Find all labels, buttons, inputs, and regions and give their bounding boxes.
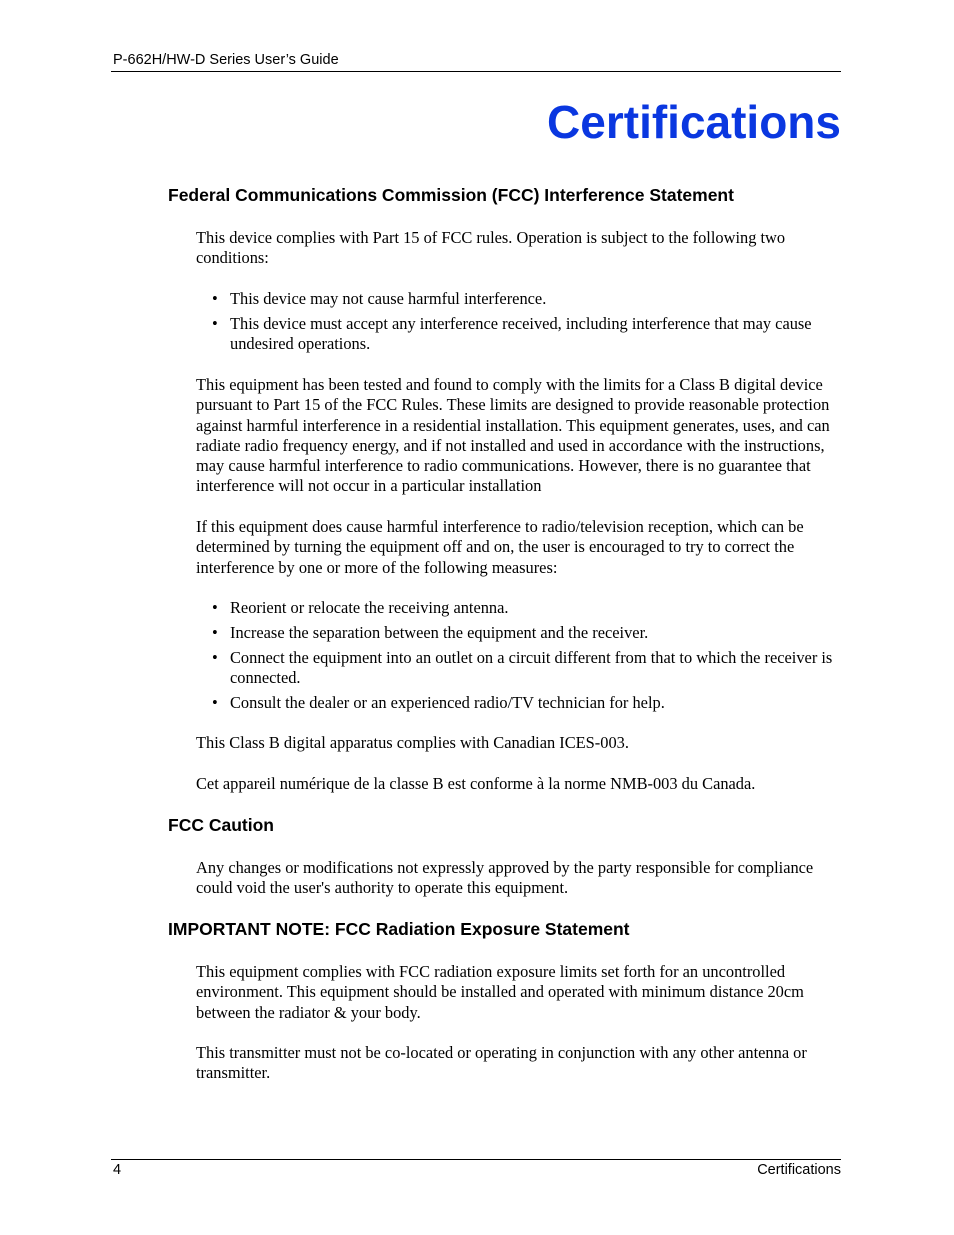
fcc-measures-paragraph: If this equipment does cause harmful interference to radio/television reception, which can be determined by turning the equipment off and on, the user is encouraged to try to correct the interference by one or more of the following measures:	[196, 517, 804, 577]
canada-statement-fr: Cet appareil numérique de la classe B est conforme à la norme NMB-003 du Canada.	[196, 774, 756, 793]
fcc-conditions-list	[212, 289, 844, 359]
list-item: • Increase the separation between the equipment and the receiver.	[212, 623, 844, 643]
fcc-measures-list	[212, 598, 844, 717]
fcc-intro-paragraph: This device complies with Part 15 of FCC rules. Operation is subject to the following two conditions:	[196, 228, 786, 268]
list-item: • Consult the dealer or an experienced radio/TV technician for help.	[212, 693, 844, 713]
list-item: • Reorient or relocate the receiving antenna.	[212, 598, 844, 618]
list-item: • Connect the equipment into an outlet on a circuit different from that to which the receiver is connected.	[212, 648, 844, 689]
colocation-paragraph: This transmitter must not be co-located or operating in conjunction with any other antenna or transmitter.	[196, 1043, 807, 1083]
list-item: • This device must accept any interference received, including interference that may cause undesired operations.	[212, 314, 844, 355]
page-number: 4	[113, 1162, 122, 1178]
canada-statement-en: This Class B digital apparatus complies with Canadian ICES-003.	[196, 733, 629, 752]
fcc-tested-paragraph: This equipment has been tested and found to comply with the limits for a Class B digital device pursuant to Part 15 of the FCC Rules. These limits are designed to provide reasonable protection against harmful interference in a residential installation. This equipment generates, uses, and can radiate radio frequency energy, and if not installed and used in accordance with the instructions, may cause harmful interference to radio communications. However, there is no guarantee that interference will not occur in a particular installation	[196, 375, 830, 496]
footer-section-title: Certifications	[757, 1162, 841, 1178]
radiation-paragraph: This equipment complies with FCC radiation exposure limits set forth for an uncontrolled environment. This equipment should be installed and operated with minimum distance 20cm between the radiator & your body.	[196, 962, 804, 1022]
footer-divider	[111, 1159, 841, 1160]
page-title: Certifications	[547, 96, 841, 148]
running-header: P-662H/HW-D Series User’s Guide	[113, 52, 339, 68]
fcc-caution-heading: FCC Caution	[168, 815, 274, 835]
fcc-caution-paragraph: Any changes or modifications not expressly approved by the party responsible for compliance could void the user's authority to operate this equipment.	[196, 858, 814, 898]
radiation-heading: IMPORTANT NOTE: FCC Radiation Exposure Statement	[168, 919, 630, 939]
header-divider	[111, 71, 841, 72]
list-item: • This device may not cause harmful interference.	[212, 289, 844, 309]
fcc-interference-heading: Federal Communications Commission (FCC) Interference Statement	[168, 185, 734, 205]
